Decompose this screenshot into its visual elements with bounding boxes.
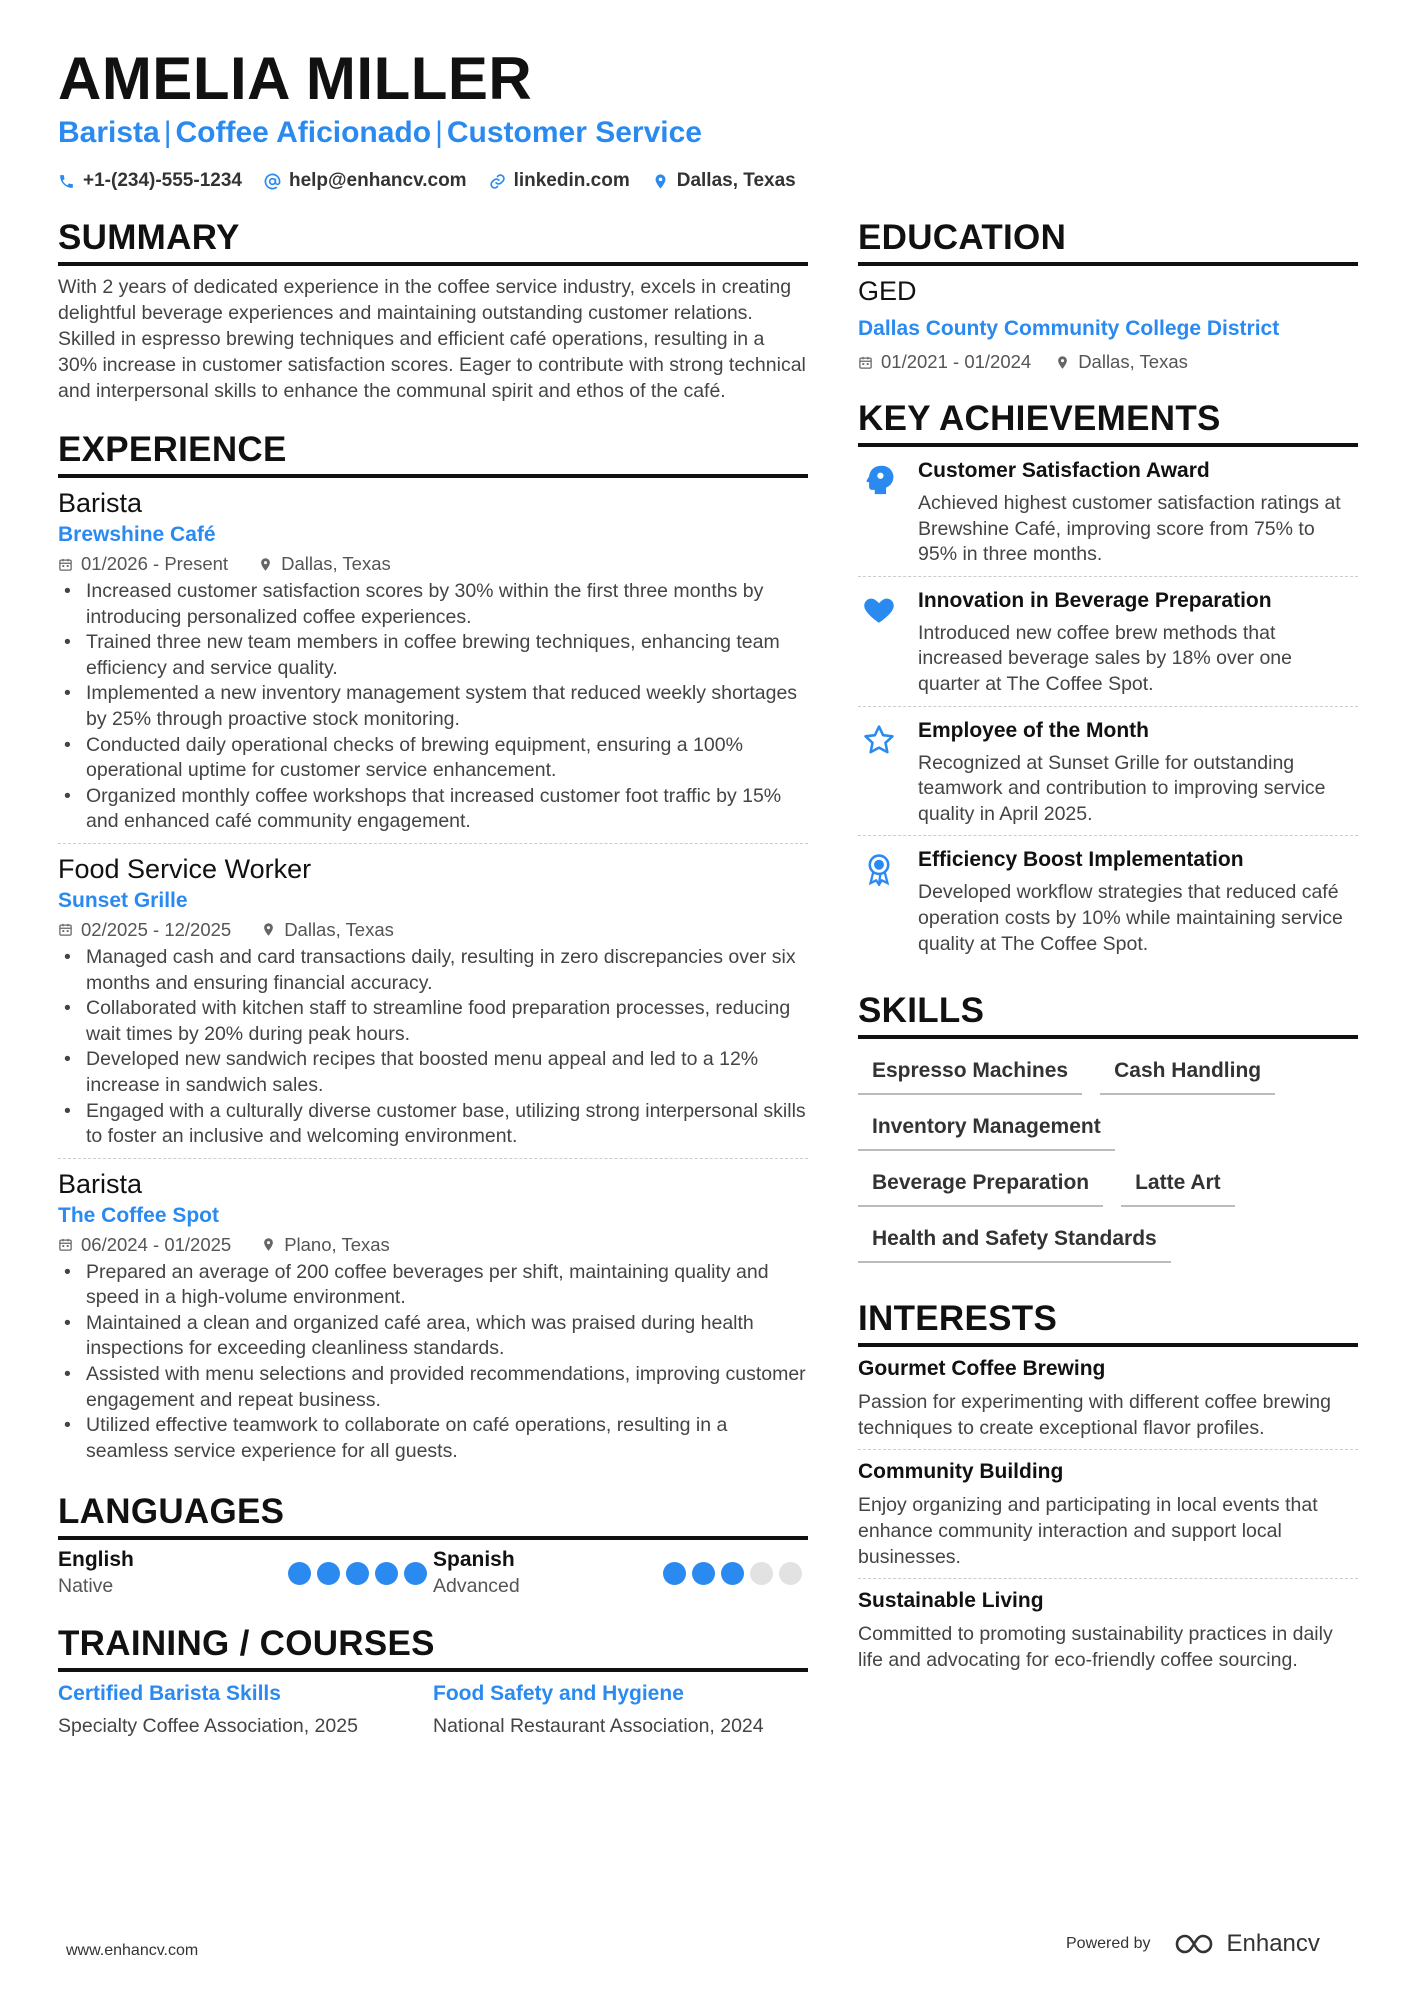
job-dates <box>58 1234 231 1256</box>
tagline-item: Barista <box>58 116 160 149</box>
course-item <box>58 1682 433 1739</box>
course-org: Specialty Coffee Association, 2025 <box>58 1715 358 1738</box>
footer-branding <box>1066 1930 1320 1958</box>
course-title: Certified Barista Skills <box>58 1682 281 1706</box>
skills-list <box>858 1045 1358 1269</box>
education-meta <box>858 351 1358 373</box>
job-bullet: • Developed new sandwich recipes that boosted menu appeal and led to a 12% increase in sandwich sales. <box>58 1047 808 1098</box>
job-location-text: Plano, Texas <box>284 1233 390 1255</box>
achievement-desc: Recognized at Sunset Grille for outstanding teamwork and contribution to improving service quality in April 2025. <box>918 751 1326 825</box>
job-bullet: • Conducted daily operational checks of brewing equipment, ensuring a 100% operational uptime for customer service enhancement. <box>58 733 808 784</box>
achievement-item <box>858 707 1358 837</box>
job-meta <box>58 553 808 575</box>
tagline-item: Customer Service <box>446 116 702 149</box>
achievement-title: Customer Satisfaction Award <box>918 459 1210 482</box>
skill-tag: Espresso Machines <box>858 1045 1082 1095</box>
job-meta <box>58 919 808 941</box>
language-level: Native <box>58 1575 114 1598</box>
skill-tag: Cash Handling <box>1100 1045 1275 1095</box>
interest-item <box>858 1347 1358 1450</box>
contact-linkedin[interactable] <box>489 170 630 192</box>
achievement-title: Efficiency Boost Implementation <box>918 848 1244 872</box>
job-bullet: • Maintained a clean and organized café area, which was praised during health inspections for exceeding cleanliness standards. <box>58 1311 808 1362</box>
achievement-item <box>858 836 1358 965</box>
training-title: TRAINING / COURSES <box>58 1624 808 1672</box>
experience-section <box>58 430 808 1472</box>
interests-title: INTERESTS <box>858 1299 1358 1347</box>
skill-tag: Inventory Management <box>858 1101 1115 1151</box>
contact-email[interactable] <box>264 170 467 192</box>
rating-dot-filled <box>692 1562 715 1585</box>
achievement-desc: Achieved highest customer satisfaction ratings at Brewshine Café, improving score from 75% to 95% in three months. <box>918 492 1341 566</box>
candidate-tagline <box>58 116 702 150</box>
job-entry <box>58 1159 808 1473</box>
language-item <box>58 1548 433 1598</box>
education-dates <box>858 351 1031 373</box>
language-level: Advanced <box>433 1575 520 1598</box>
job-title: Barista <box>58 1168 143 1199</box>
rating-dot-filled <box>346 1562 369 1585</box>
interests-section <box>858 1299 1358 1681</box>
job-title: Barista <box>58 488 143 518</box>
job-bullet: • Collaborated with kitchen staff to streamline food preparation processes, reducing wait times by 20% during peak hours. <box>58 996 808 1047</box>
education-dates-text: 01/2021 - 01/2024 <box>881 351 1032 372</box>
achievement-desc: Developed workflow strategies that reduced café operation costs by 10% while maintaining service quality at The Coffee Spot. <box>918 881 1343 955</box>
star-icon <box>862 723 896 757</box>
footer-website[interactable]: www.enhancv.com <box>66 1942 199 1959</box>
job-bullet: • Utilized effective teamwork to collaborate on café operations, resulting in a seamless service experience for all guests. <box>58 1413 808 1464</box>
location-icon <box>258 557 273 572</box>
rating-dot-filled <box>404 1562 427 1585</box>
language-name: Spanish <box>433 1548 515 1572</box>
calendar-icon <box>58 922 73 937</box>
location-icon <box>261 1237 276 1252</box>
language-item <box>433 1548 808 1598</box>
skill-tag: Beverage Preparation <box>858 1157 1103 1207</box>
job-bullet: • Engaged with a culturally diverse customer base, utilizing strong interpersonal skills to foster an inclusive and welcoming environment. <box>58 1099 808 1150</box>
job-location-text: Dallas, Texas <box>284 918 394 940</box>
job-dates-text: 01/2026 - Present <box>81 553 229 574</box>
interest-item <box>858 1579 1358 1681</box>
tagline-separator: | <box>163 116 172 149</box>
job-bullet: • Prepared an average of 200 coffee beverages per shift, maintaining quality and speed in a high-volume environment. <box>58 1260 808 1311</box>
language-name: English <box>58 1548 134 1572</box>
ribbon-badge-icon <box>862 852 896 886</box>
language-rating <box>663 1562 802 1585</box>
education-section <box>858 218 1358 373</box>
skill-tag: Health and Safety Standards <box>858 1213 1171 1263</box>
summary-text: With 2 years of dedicated experience in the coffee service industry, excels in creating delightful beverage experiences and maintaining outstanding customer relations. Skilled in espresso brewing techniques and efficient café operations, resulting in a 30% increase in customer satisfaction scores. Eager to contribute with strong technical and interpersonal skills to enhance the communal spirit and ethos of the café. <box>58 276 806 402</box>
job-dates-text: 02/2025 - 12/2025 <box>81 918 232 940</box>
rating-dot-filled <box>375 1562 398 1585</box>
contact-location <box>652 170 796 192</box>
course-item <box>433 1682 808 1739</box>
job-dates <box>58 553 228 575</box>
summary-section <box>58 218 808 404</box>
job-location <box>261 1234 390 1256</box>
contact-linkedin-text: linkedin.com <box>513 170 630 191</box>
contact-phone-text: +1-(234)-555-1234 <box>83 170 242 191</box>
skill-tag: Latte Art <box>1121 1157 1235 1207</box>
language-rating <box>288 1562 427 1585</box>
link-icon <box>489 173 506 190</box>
head-icon <box>862 463 896 497</box>
contact-phone[interactable] <box>58 170 242 192</box>
right-column <box>858 218 1358 1707</box>
job-bullet: • Trained three new team members in coffee brewing techniques, enhancing team efficiency and service quality. <box>58 630 808 681</box>
training-section <box>58 1624 808 1739</box>
location-icon <box>1055 355 1070 370</box>
languages-section <box>58 1492 808 1598</box>
education-degree: GED <box>858 276 917 306</box>
heart-icon <box>862 593 896 627</box>
achievement-title: Employee of the Month <box>918 718 1149 742</box>
location-icon <box>652 173 669 190</box>
job-meta <box>58 1234 808 1256</box>
achievement-desc: Introduced new coffee brew methods that increased beverage sales by 18% over one quarter at The Coffee Spot. <box>918 621 1292 695</box>
courses-list <box>58 1682 808 1739</box>
job-location-text: Dallas, Texas <box>281 553 391 574</box>
experience-title: EXPERIENCE <box>58 430 808 478</box>
job-bullets <box>58 579 808 835</box>
candidate-name: AMELIA MILLER <box>58 45 533 112</box>
job-company: Sunset Grille <box>58 888 188 912</box>
job-dates-text: 06/2024 - 01/2025 <box>81 1233 232 1255</box>
contact-location-text: Dallas, Texas <box>676 170 796 191</box>
education-title: EDUCATION <box>858 218 1358 266</box>
education-location <box>1055 351 1188 373</box>
at-icon <box>264 173 281 190</box>
skills-title: SKILLS <box>858 991 1358 1039</box>
interest-title: Community Building <box>858 1460 1064 1484</box>
job-bullet: • Assisted with menu selections and provided recommendations, improving customer engagement and repeat business. <box>58 1362 808 1413</box>
tagline-separator: | <box>435 116 443 149</box>
rating-dot-empty <box>779 1562 802 1585</box>
rating-dot-filled <box>317 1562 340 1585</box>
interest-desc: Enjoy organizing and participating in local events that enhance community interaction and support local businesses. <box>858 1494 1318 1569</box>
job-bullet: • Implemented a new inventory management system that reduced weekly shortages by 25% through proactive stock monitoring. <box>58 681 808 732</box>
job-bullet: • Managed cash and card transactions daily, resulting in zero discrepancies over six months and ensuring financial accuracy. <box>58 945 808 996</box>
calendar-icon <box>858 355 873 370</box>
job-title: Food Service Worker <box>58 853 312 884</box>
job-company: Brewshine Café <box>58 523 216 546</box>
achievement-title: Innovation in Beverage Preparation <box>918 588 1272 612</box>
tagline-item: Coffee Aficionado <box>175 116 432 149</box>
rating-dot-filled <box>288 1562 311 1585</box>
job-bullet: • Organized monthly coffee workshops that increased customer foot traffic by 15% and enhanced café community engagement. <box>58 784 808 835</box>
skills-section <box>858 991 1358 1269</box>
enhancv-logo-icon <box>1173 1931 1219 1957</box>
languages-title: LANGUAGES <box>58 1492 808 1540</box>
job-location <box>258 553 391 575</box>
course-title: Food Safety and Hygiene <box>433 1682 684 1706</box>
summary-title: SUMMARY <box>58 218 808 266</box>
job-company: The Coffee Spot <box>58 1203 219 1227</box>
left-column <box>58 218 808 1765</box>
rating-dot-filled <box>721 1562 744 1585</box>
calendar-icon <box>58 1237 73 1252</box>
job-dates <box>58 919 231 941</box>
interest-title: Gourmet Coffee Brewing <box>858 1357 1106 1381</box>
achievement-item <box>858 577 1358 707</box>
phone-icon <box>58 173 75 190</box>
job-bullets <box>58 945 808 1150</box>
job-location <box>261 919 394 941</box>
education-location-text: Dallas, Texas <box>1078 351 1188 372</box>
education-school: Dallas County Community College District <box>858 317 1280 340</box>
rating-dot-empty <box>750 1562 773 1585</box>
interest-title: Sustainable Living <box>858 1589 1044 1613</box>
interest-desc: Committed to promoting sustainability practices in daily life and advocating for eco-friendly coffee sourcing. <box>858 1623 1333 1672</box>
job-bullet: • Increased customer satisfaction scores by 30% within the first three months by introducing personalized coffee experiences. <box>58 579 808 630</box>
languages-list <box>58 1548 808 1598</box>
job-entry <box>58 844 808 1159</box>
contact-bar <box>58 170 796 192</box>
location-icon <box>261 922 276 937</box>
calendar-icon <box>58 557 73 572</box>
achievement-item <box>858 447 1358 577</box>
interest-item <box>858 1450 1358 1579</box>
job-entry <box>58 478 808 844</box>
brand-name: Enhancv <box>1226 1930 1320 1957</box>
brand-logo[interactable] <box>1173 1930 1320 1958</box>
course-org: National Restaurant Association, 2024 <box>433 1715 764 1738</box>
achievements-title: KEY ACHIEVEMENTS <box>858 399 1358 447</box>
achievements-section <box>858 399 1358 965</box>
interest-desc: Passion for experimenting with different coffee brewing techniques to create exceptional flavor profiles. <box>858 1391 1331 1440</box>
powered-by-label: Powered by <box>1066 1935 1151 1952</box>
job-bullets <box>58 1260 808 1465</box>
contact-email-text: help@enhancv.com <box>288 170 467 191</box>
rating-dot-filled <box>663 1562 686 1585</box>
